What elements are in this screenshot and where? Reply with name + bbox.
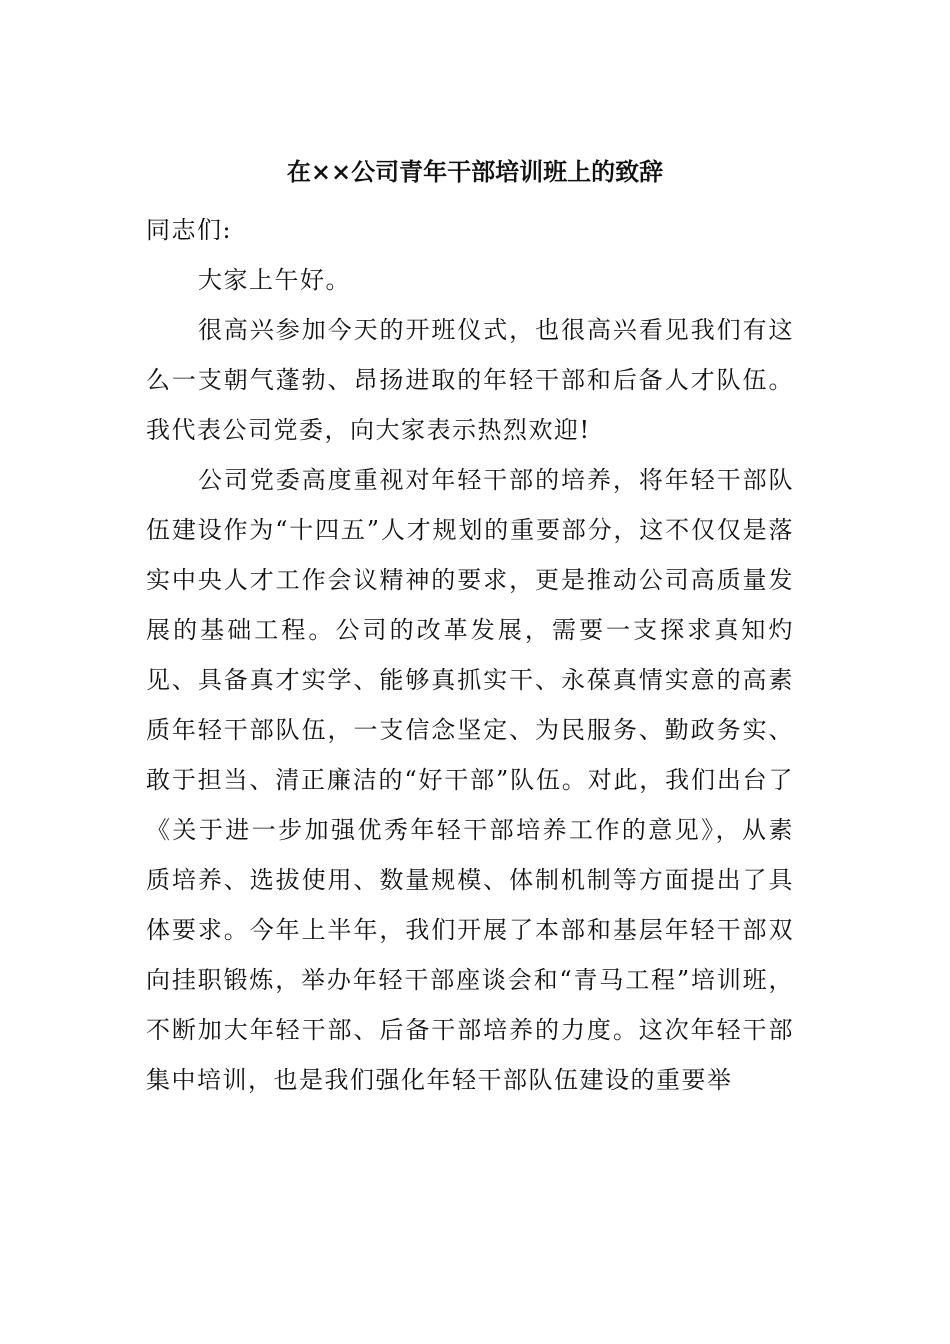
salutation: 同志们:	[146, 216, 233, 244]
paragraph-welcome: 很高兴参加今天的开班仪式，也很高兴看见我们有这么一支朝气蓬勃、昂扬进取的年轻干部和后备人才队伍。我代表公司党委，向大家表示热烈欢迎!	[146, 316, 794, 444]
document-body	[146, 205, 794, 1105]
document-title: 在××公司青年干部培训班上的致辞	[286, 157, 664, 186]
paragraph-main: 公司党委高度重视对年轻干部的培养，将年轻干部队伍建设作为“十四五”人才规划的重要部分，这不仅仅是落实中央人才工作会议精神的要求，更是推动公司高质量发展的基础工程。公司的改革发展，需要一支探求真知灼见、具备真才实学、能够真抓实干、永葆真情实意的高素质年轻干部队伍，一支信念坚定、为民服务、勤政务实、敢于担当、清正廉洁的“好干部”队伍。对此，我们出台了《关于进一步加强优秀年轻干部培养工作的意见》，从素质培养、选拔使用、数量规模、体制机制等方面提出了具体要求。今年上半年，我们开展了本部和基层年轻干部双向挂职锻炼，举办年轻干部座谈会和“青马工程”培训班，不断加大年轻干部、后备干部培养的力度。这次年轻干部集中培训，也是我们强化年轻干部队伍建设的重要举	[146, 466, 794, 1094]
paragraph-greeting: 大家上午好。	[198, 266, 351, 294]
